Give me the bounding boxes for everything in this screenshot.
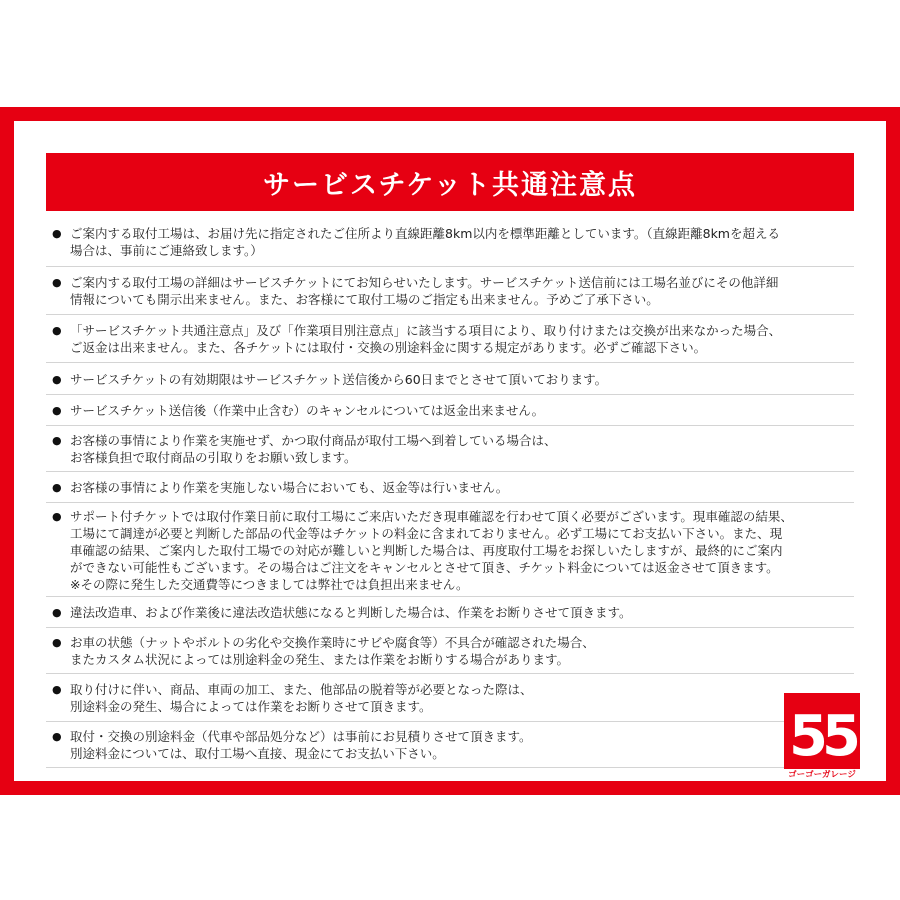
note-text: 取り付けに伴い、商品、車両の加工、また、他部品の脱着等が必要となった際は、 別途料金の発生、場合によっては作業をお断りさせて頂きます。 xyxy=(70,682,533,714)
bullet-icon: ● xyxy=(52,434,62,447)
logo-caption: ゴーゴーガレージ xyxy=(788,770,856,779)
notice-title xyxy=(46,153,854,211)
bullet-icon: ● xyxy=(52,276,62,289)
note-text: 違法改造車、および作業後に違法改造状態になると判断した場合は、作業をお断りさせて頂きます。 xyxy=(70,605,632,620)
bullet-icon: ● xyxy=(52,227,62,240)
logo-numerals: 55 xyxy=(789,704,855,769)
note-item xyxy=(46,426,854,472)
bullet-icon: ● xyxy=(52,481,62,494)
bullet-icon: ● xyxy=(52,606,62,619)
red-frame xyxy=(0,107,900,795)
gogo-garage-logo xyxy=(784,693,860,779)
bullet-icon: ● xyxy=(52,324,62,337)
note-text: ご案内する取付工場の詳細はサービスチケットにてお知らせいたします。サービスチケット送信前には工場名並びにその他詳細 情報についても開示出来ません。また、お客様にて取付工場のご指定も出来ません。予めご了承下さい。 xyxy=(70,275,779,307)
bullet-icon: ● xyxy=(52,636,62,649)
note-item xyxy=(46,363,854,395)
bullet-icon: ● xyxy=(52,373,62,386)
notes-list xyxy=(46,217,854,768)
bullet-icon: ● xyxy=(52,683,62,696)
note-item xyxy=(46,217,854,267)
note-item xyxy=(46,395,854,426)
note-text: サービスチケット送信後（作業中止含む）のキャンセルについては返金出来ません。 xyxy=(70,403,545,418)
note-text: お客様の事情により作業を実施せず、かつ取付商品が取付工場へ到着している場合は、 お客様負担で取付商品の引取りをお願い致します。 xyxy=(70,433,557,465)
note-item xyxy=(46,597,854,628)
note-item xyxy=(46,674,854,722)
bullet-icon: ● xyxy=(52,404,62,417)
note-item xyxy=(46,267,854,315)
note-item xyxy=(46,315,854,363)
note-text: サービスチケットの有効期限はサービスチケット送信後から60日までとさせて頂いております。 xyxy=(70,372,608,387)
note-item xyxy=(46,722,854,768)
note-text: お車の状態（ナットやボルトの劣化や交換作業時にサビや腐食等）不具合が確認された場合、 またカスタム状況によっては別途料金の発生、または作業をお断りする場合があります。 xyxy=(70,635,595,667)
notice-title-text: サービスチケット共通注意点 xyxy=(262,169,638,201)
note-text: 取付・交換の別途料金（代車や部品処分など）は事前にお見積りさせて頂きます。 別途料金については、取付工場へ直接、現金にてお支払い下さい。 xyxy=(70,729,532,761)
bullet-icon: ● xyxy=(52,510,62,523)
note-text: 「サービスチケット共通注意点」及び「作業項目別注意点」に該当する項目により、取り付けまたは交換が出来なかった場合、 ご返金は出来ません。また、各チケットには取付・交換の別途料金に関する規定があります。必ずご確認下さい。 xyxy=(70,323,782,355)
note-text: ご案内する取付工場は、お届け先に指定されたご住所より直線距離8km以内を標準距離としています。（直線距離8kmを超える 場合は、事前にご連絡致します。） xyxy=(70,226,780,258)
note-item xyxy=(46,628,854,674)
note-text: お客様の事情により作業を実施しない場合においても、返金等は行いません。 xyxy=(70,480,509,495)
note-text: サポート付チケットでは取付作業日前に取付工場にご来店いただき現車確認を行わせて頂く必要がございます。現車確認の結果、 工場にて調達が必要と判断した部品の代金等はチケットの料金に含まれておりません。必ず工場にてお支払い下さい。また、現 車確認の結果、ご案内した取付工場での対応が難しいと判断した場合は、再度取付工場をお探しいたしますが、最終的にご案内 ができない可能性もございます。その場合はご注文をキャンセルとさせて頂き、チケット料金については返金させて頂きます。 ※その際に発生した交通費等につきましては弊社では負担出来ません。 xyxy=(70,509,793,592)
notice-panel xyxy=(14,121,886,781)
bullet-icon: ● xyxy=(52,730,62,743)
note-item xyxy=(46,472,854,503)
note-item xyxy=(46,503,854,597)
